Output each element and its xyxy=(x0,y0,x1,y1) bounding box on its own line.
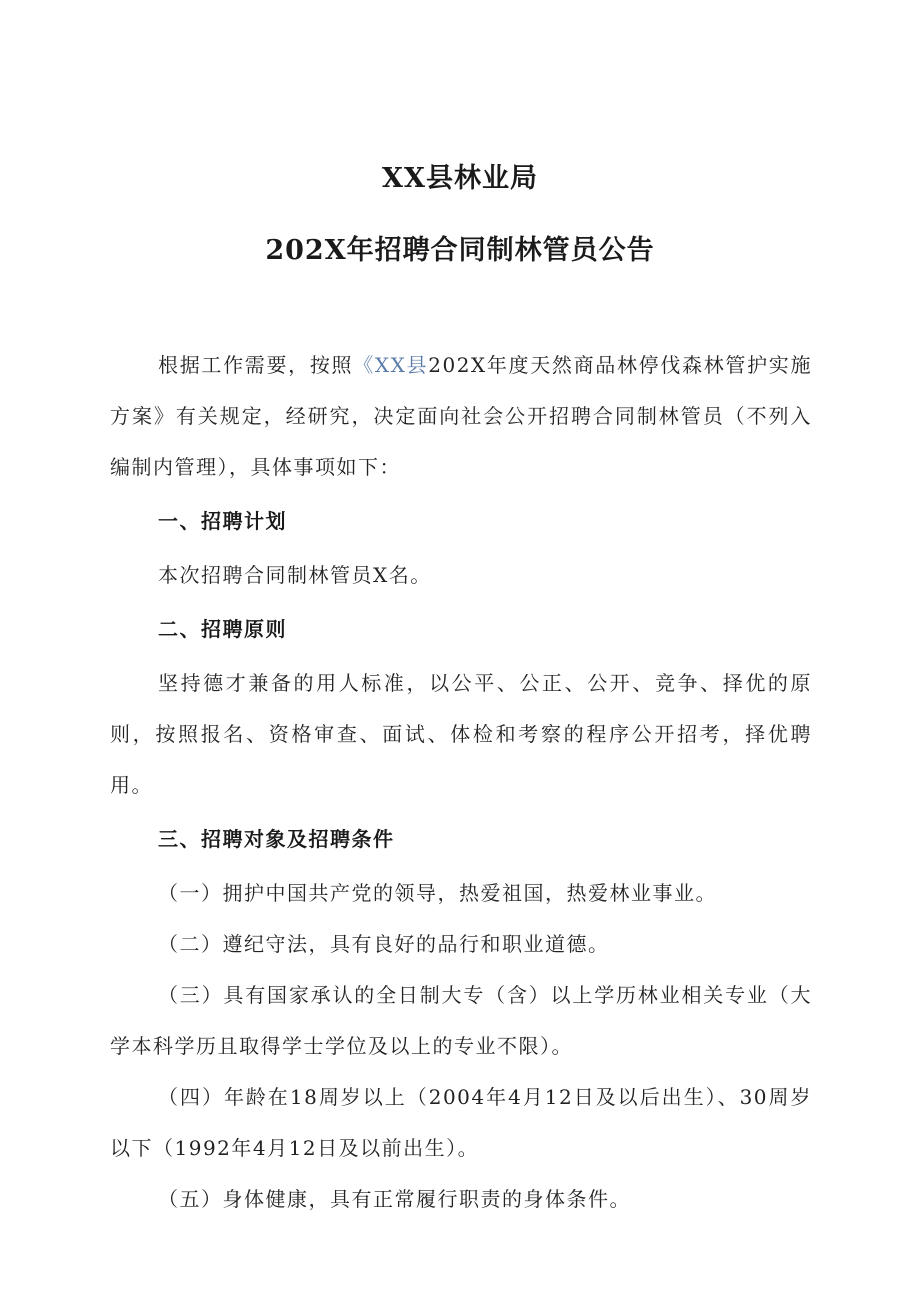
condition-item-5: （五）身体健康，具有正常履行职责的身体条件。 xyxy=(158,1187,631,1211)
condition-item-2: （二）遵纪守法，具有良好的品行和职业道德。 xyxy=(158,932,610,956)
title-line-2: 202X年招聘合同制林管员公告 xyxy=(265,235,655,266)
plan-paragraph: 本次招聘合同制林管员X名。 xyxy=(158,563,432,587)
document-body xyxy=(110,340,812,1225)
section-heading-plan: 一、招聘计划 xyxy=(158,509,287,533)
intro-after-link: 202X年度天然商品林停伐森林管护实施方案》有关规定，经研究，决定面向社会公开招聘合同制林管员（不列入编制内管理），具体事项如下： xyxy=(110,353,812,479)
intro-before-link: 根据工作需要，按照 xyxy=(158,353,354,377)
section-heading-conditions: 三、招聘对象及招聘条件 xyxy=(158,827,395,851)
principle-paragraph: 坚持德才兼备的用人标准，以公平、公正、公开、竞争、择优的原则，按照报名、资格审查、面试、体检和考察的程序公开招考，择优聘用。 xyxy=(110,671,812,797)
condition-item-4: （四）年龄在18周岁以上（2004年4月12日及以后出生）、30周岁以下（1992年4月12日及以前出生）。 xyxy=(110,1085,812,1160)
condition-item-3: （三）具有国家承认的全日制大专（含）以上学历林业相关专业（大学本科学历且取得学士学位及以上的专业不限）。 xyxy=(110,983,812,1058)
title-line-1: XX县林业局 xyxy=(382,163,538,194)
intro-paragraph xyxy=(110,340,812,493)
condition-item-1: （一）拥护中国共产党的领导，热爱祖国，热爱林业事业。 xyxy=(158,881,717,905)
plan-link[interactable]: 《XX县 xyxy=(353,353,429,377)
section-heading-principle: 二、招聘原则 xyxy=(158,617,287,641)
